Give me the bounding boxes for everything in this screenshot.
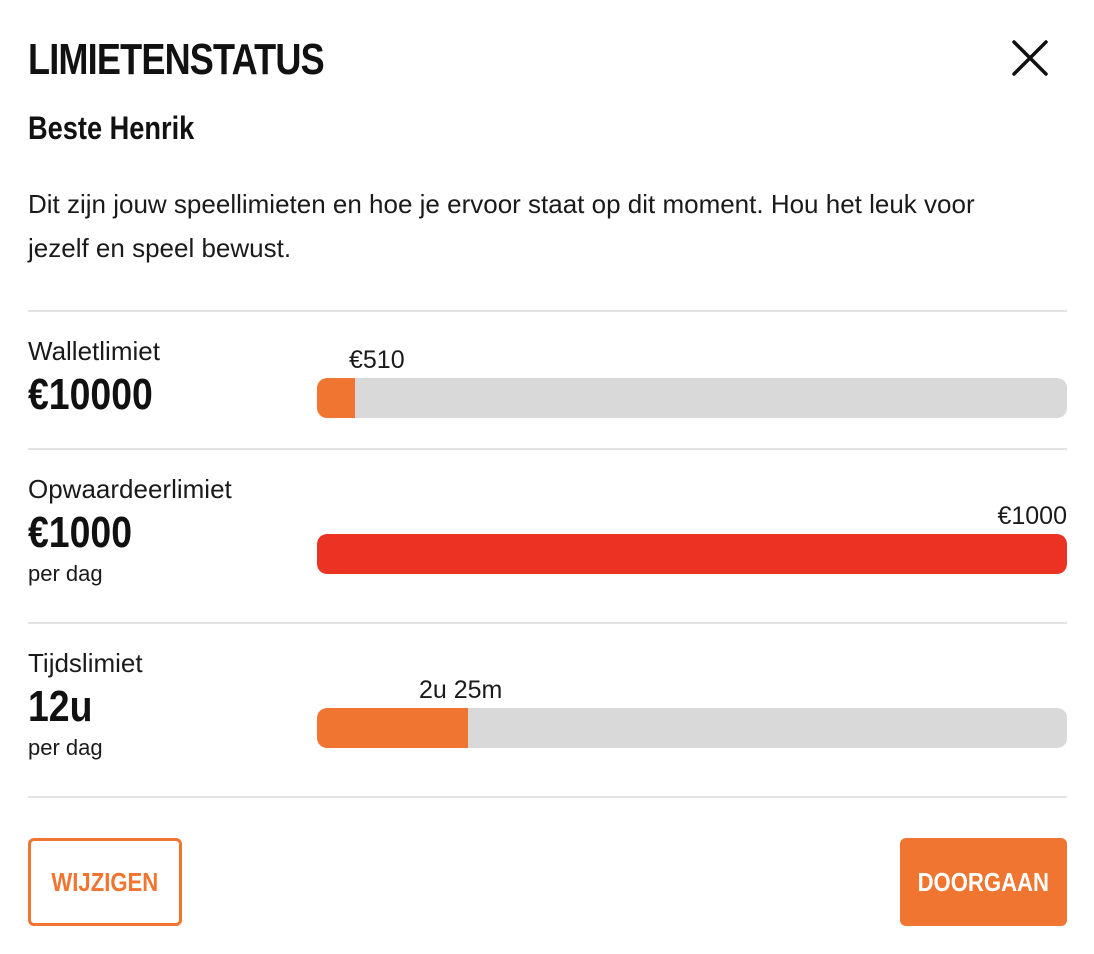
dialog-title: LIMIETENSTATUS: [28, 35, 324, 84]
progress-track: [317, 534, 1067, 574]
change-limits-button[interactable]: [28, 838, 182, 926]
limit-value: €10000: [28, 370, 153, 419]
limit-period: per dag: [28, 735, 103, 760]
limit-label: Walletlimiet: [28, 336, 160, 366]
divider: [28, 310, 1067, 312]
progress-track: [317, 378, 1067, 418]
used-amount: €510: [349, 346, 405, 374]
continue-button[interactable]: [900, 838, 1067, 926]
close-icon: [1010, 38, 1050, 78]
button-label: WIJZIGEN: [51, 866, 159, 897]
progress-fill: [317, 378, 355, 418]
limit-value: 12u: [28, 682, 93, 731]
progress-track: [317, 708, 1067, 748]
progress-fill: [317, 708, 468, 748]
limit-label: Tijdslimiet: [28, 648, 143, 678]
divider: [28, 448, 1067, 450]
divider: [28, 796, 1067, 798]
limit-period: per dag: [28, 561, 103, 586]
used-amount: €1000: [997, 502, 1067, 530]
limit-label: Opwaardeerlimiet: [28, 474, 232, 504]
intro-text: Dit zijn jouw speellimieten en hoe je ervoor staat op dit moment. Hou het leuk voor jezelf en speel bewust.: [28, 189, 975, 263]
divider: [28, 622, 1067, 624]
used-amount: 2u 25m: [419, 676, 503, 704]
limit-value: €1000: [28, 508, 133, 557]
greeting: Beste Henrik: [28, 110, 195, 146]
progress-fill: [317, 534, 1067, 574]
button-label: DOORGAAN: [917, 866, 1050, 897]
close-button[interactable]: [1010, 38, 1050, 78]
